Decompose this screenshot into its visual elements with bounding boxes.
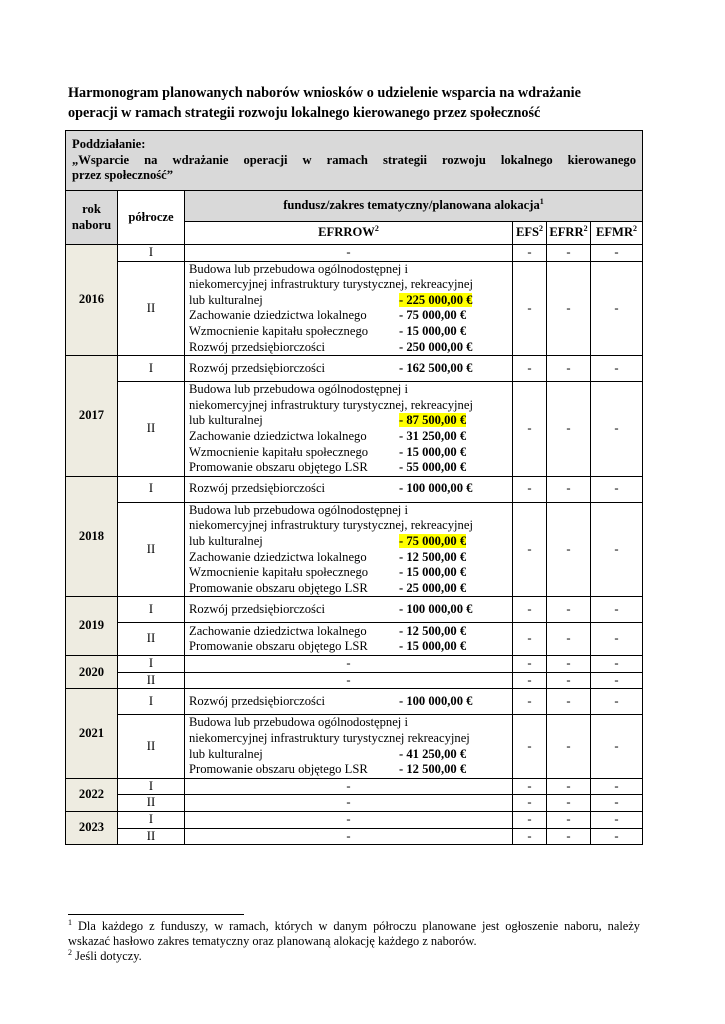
half-year: I	[118, 356, 185, 382]
table-row: 2022 I - - - -	[66, 778, 643, 795]
footnotes	[68, 919, 640, 964]
table-row: 2016 I - - - -	[66, 245, 643, 262]
table-row: 2019 I Rozwój przedsiębiorczości - 100 000,00 € - - -	[66, 597, 643, 623]
footnote-separator	[68, 914, 244, 915]
half-year: I	[118, 812, 185, 829]
header-naboru: naboru	[71, 217, 112, 232]
header-efrr: EFRR$^2$	[547, 222, 591, 245]
year-2023: 2023	[66, 812, 118, 845]
header-efmr: EFMR$^2$	[591, 222, 643, 245]
footnote-2: $^2$ Jeśli dotyczy.	[68, 947, 142, 963]
allocation-cell: Budowa lub przebudowa ogólnodostępnej i niekomercyjnej infrastruktury turystycznej, rekreacyjnej lub kulturalnej - 87 500,00 € Zachowanie dziedzictwa lokalnego - 31 250,00 € Wzmocnienie kapitału społecznego - 15 000,00 € Promowanie obszaru objętego LSR - 55 000,00 €	[185, 382, 513, 477]
poddzialanie-line-1: „Wsparcie na wdrażanie operacji w ramach strategii rozwoju lokalnego kierowanego	[72, 152, 637, 167]
half-year: II	[118, 828, 185, 845]
title-line-1: Harmonogram planowanych naborów wniosków o udzielenie wsparcia na wdrażanie	[68, 85, 581, 101]
header-efs: EFS$^2$	[513, 222, 547, 245]
allocation-cell: Budowa lub przebudowa ogólnodostępnej i niekomercyjnej infrastruktury turystycznej rekreacyjnej lub kulturalnej - 41 250,00 € Promowanie obszaru objętego LSR - 12 500,00 €	[185, 715, 513, 778]
year-2021: 2021	[66, 689, 118, 778]
table-row: 2020 I - - - -	[66, 656, 643, 673]
highlighted-amount: - 75 000,00 €	[399, 533, 467, 548]
table-row: II - - - -	[66, 795, 643, 812]
half-year: II	[118, 382, 185, 477]
allocation-cell: Budowa lub przebudowa ogólnodostępnej i niekomercyjnej infrastruktury turystycznej, rekreacyjnej lub kulturalnej - 225 000,00 € Zachowanie dziedzictwa lokalnego - 75 000,00 € Wzmocnienie kapitału społecznego - 15 000,00 € Rozwój przedsiębiorczości - 250 000,00 €	[185, 261, 513, 356]
highlighted-amount: - 225 000,00 €	[399, 292, 473, 307]
half-year: I	[118, 597, 185, 623]
footnote-1: $^1$ Dla każdego z funduszy, w ramach, których w danym półroczu planowane jest ogłoszenie naboru, należy wskazać hasłowo zakres tematyczny oraz planowaną alokację każdego z naborów.	[68, 917, 640, 948]
year-2017: 2017	[66, 356, 118, 477]
half-year: I	[118, 476, 185, 502]
year-2018: 2018	[66, 476, 118, 597]
table-row: II - - - -	[66, 672, 643, 689]
document-title	[68, 83, 658, 123]
table-row: II Zachowanie dziedzictwa lokalnego - 12 500,00 € Promowanie obszaru objętego LSR - 15 000,00 € - - -	[66, 623, 643, 656]
year-2019: 2019	[66, 597, 118, 656]
table-row: 2023 I - - - -	[66, 812, 643, 829]
year-2020: 2020	[66, 656, 118, 689]
table-row: 2017 I Rozwój przedsiębiorczości - 162 500,00 € - - -	[66, 356, 643, 382]
half-year: II	[118, 672, 185, 689]
poddzialanie-cell	[66, 131, 643, 191]
schedule-table	[65, 130, 643, 845]
allocation-cell: Zachowanie dziedzictwa lokalnego - 12 500,00 € Promowanie obszaru objętego LSR - 15 000,00 €	[185, 623, 513, 656]
table-row: 2018 I Rozwój przedsiębiorczości - 100 000,00 € - - -	[66, 476, 643, 502]
half-year: I	[118, 689, 185, 715]
table-row: II Budowa lub przebudowa ogólnodostępnej i niekomercyjnej infrastruktury turystycznej, rekreacyjnej lub kulturalnej - 75 000,00 € Zachowanie dziedzictwa lokalnego - 12 500,00 € Wzmocnienie kapitału społecznego - 15 000,00 € Promowanie obszaru objętego LSR - 25 000,00 € - - -	[66, 502, 643, 597]
allocation-cell: Rozwój przedsiębiorczości - 100 000,00 €	[185, 476, 513, 502]
header-fundusz: fundusz/zakres tematyczny/planowana alokacja$^1$	[185, 191, 643, 222]
allocation-cell: Rozwój przedsiębiorczości - 162 500,00 €	[185, 356, 513, 382]
allocation-cell: Rozwój przedsiębiorczości - 100 000,00 €	[185, 597, 513, 623]
half-year: II	[118, 795, 185, 812]
half-year: II	[118, 261, 185, 356]
poddzialanie-label: Poddziałanie:	[72, 137, 146, 151]
year-2022: 2022	[66, 778, 118, 811]
header-rok-naboru	[66, 191, 118, 245]
header-rok: rok	[82, 201, 101, 216]
header-polrocze: półrocze	[118, 191, 185, 245]
header-efrrow: EFRROW$^2$	[185, 222, 513, 245]
table-row: II Budowa lub przebudowa ogólnodostępnej i niekomercyjnej infrastruktury turystycznej rekreacyjnej lub kulturalnej - 41 250,00 € Promowanie obszaru objętego LSR - 12 500,00 € - - -	[66, 715, 643, 778]
allocation-cell: Budowa lub przebudowa ogólnodostępnej i niekomercyjnej infrastruktury turystycznej, rekreacyjnej lub kulturalnej - 75 000,00 € Zachowanie dziedzictwa lokalnego - 12 500,00 € Wzmocnienie kapitału społecznego - 15 000,00 € Promowanie obszaru objętego LSR - 25 000,00 €	[185, 502, 513, 597]
table-row: II Budowa lub przebudowa ogólnodostępnej i niekomercyjnej infrastruktury turystycznej, rekreacyjnej lub kulturalnej - 87 500,00 € Zachowanie dziedzictwa lokalnego - 31 250,00 € Wzmocnienie kapitału społecznego - 15 000,00 € Promowanie obszaru objętego LSR - 55 000,00 € - - -	[66, 382, 643, 477]
title-line-2: operacji w ramach strategii rozwoju lokalnego kierowanego przez społeczność	[68, 105, 541, 121]
year-2016: 2016	[66, 245, 118, 356]
footnote-ref: 1	[539, 197, 544, 207]
poddzialanie-line-2: przez społeczność”	[72, 168, 174, 183]
half-year: I	[118, 778, 185, 795]
half-year: I	[118, 245, 185, 262]
half-year: II	[118, 623, 185, 656]
half-year: I	[118, 656, 185, 673]
allocation-cell: Rozwój przedsiębiorczości - 100 000,00 €	[185, 689, 513, 715]
table-row: 2021 I Rozwój przedsiębiorczości - 100 000,00 € - - -	[66, 689, 643, 715]
table-row: II Budowa lub przebudowa ogólnodostępnej i niekomercyjnej infrastruktury turystycznej, rekreacyjnej lub kulturalnej - 225 000,00 € Zachowanie dziedzictwa lokalnego - 75 000,00 € Wzmocnienie kapitału społecznego - 15 000,00 € Rozwój przedsiębiorczości - 250 000,00 € - - -	[66, 261, 643, 356]
half-year: II	[118, 715, 185, 778]
table-row: II - - - -	[66, 828, 643, 845]
highlighted-amount: - 87 500,00 €	[399, 413, 467, 428]
half-year: II	[118, 502, 185, 597]
